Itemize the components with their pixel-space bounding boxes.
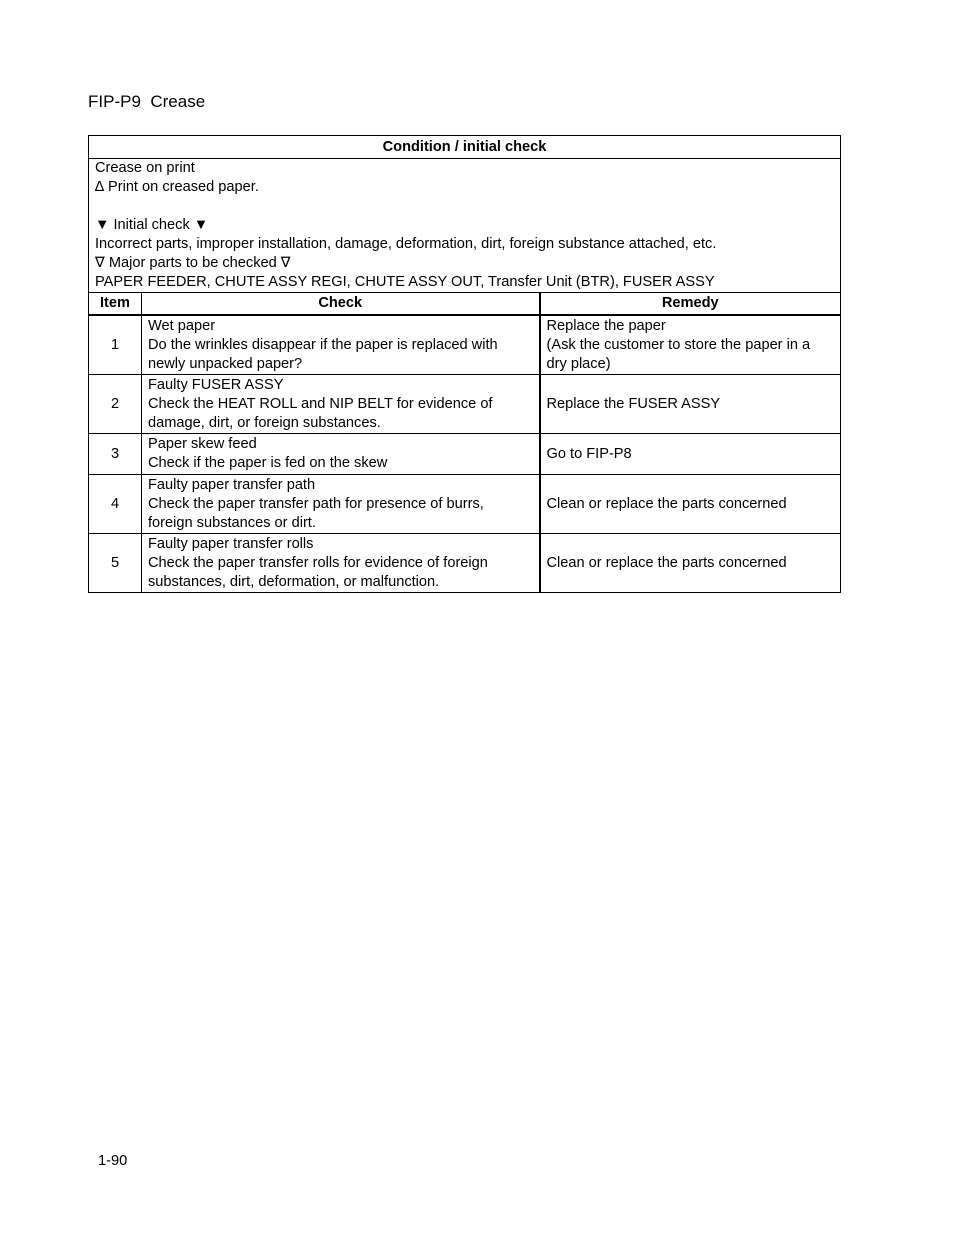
table-row (89, 475, 841, 534)
condition-line: PAPER FEEDER, CHUTE ASSY REGI, CHUTE ASSY OUT, Transfer Unit (BTR), FUSER ASSY (95, 274, 715, 290)
item-number: 2 (89, 375, 142, 434)
remedy-cell (540, 534, 841, 593)
table-row (89, 375, 841, 434)
remedy-line: Replace the FUSER ASSY (546, 395, 721, 412)
condition-body (89, 159, 841, 293)
table-row (89, 434, 841, 475)
remedy-cell (540, 475, 841, 534)
page-number: 1-90 (98, 1153, 128, 1169)
remedy-line: Replace the paper (546, 317, 666, 334)
column-header-remedy: Remedy (540, 293, 841, 316)
check-line: Faulty FUSER ASSY (148, 376, 284, 393)
column-headers (89, 293, 841, 316)
remedy-cell (540, 434, 841, 475)
condition-line: ∇ Major parts to be checked ∇ (95, 255, 291, 271)
check-cell (142, 315, 540, 375)
check-line: Do the wrinkles disappear if the paper is replaced with (148, 336, 498, 353)
remedy-cell (540, 375, 841, 434)
condition-line: Crease on print (95, 160, 195, 176)
check-line: newly unpacked paper? (148, 355, 303, 372)
check-line: Check the paper transfer rolls for evidence of foreign (148, 554, 488, 571)
item-number: 1 (89, 315, 142, 375)
item-number: 3 (89, 434, 142, 475)
page-title: FIP-P9 Crease (88, 92, 206, 111)
check-cell (142, 475, 540, 534)
check-line: Check the HEAT ROLL and NIP BELT for evidence of (148, 395, 493, 412)
check-cell (142, 434, 540, 475)
check-line: Check the paper transfer path for presence of burrs, (148, 495, 484, 512)
remedy-line: Go to FIP-P8 (546, 445, 632, 462)
check-line: Paper skew feed (148, 436, 257, 452)
condition-line: Incorrect parts, improper installation, damage, deformation, dirt, foreign substance attached, etc. (95, 236, 717, 252)
check-cell (142, 534, 540, 593)
column-header-item: Item (89, 293, 142, 316)
item-number: 4 (89, 475, 142, 534)
check-line: Check if the paper is fed on the skew (148, 455, 388, 471)
fip-table (88, 135, 841, 593)
remedy-cell (540, 315, 841, 375)
item-number: 5 (89, 534, 142, 593)
condition-header: Condition / initial check (89, 136, 841, 159)
check-line: Wet paper (148, 317, 216, 334)
remedy-line: Clean or replace the parts concerned (546, 495, 787, 512)
check-line: damage, dirt, or foreign substances. (148, 414, 381, 431)
table-row (89, 534, 841, 593)
column-header-check: Check (142, 293, 540, 316)
check-line: substances, dirt, deformation, or malfunction. (148, 573, 440, 590)
remedy-line: Clean or replace the parts concerned (546, 554, 787, 571)
table-row (89, 315, 841, 375)
check-line: foreign substances or dirt. (148, 514, 316, 531)
remedy-line: (Ask the customer to store the paper in a (546, 336, 811, 353)
check-line: Faulty paper transfer path (148, 476, 316, 493)
check-cell (142, 375, 540, 434)
check-line: Faulty paper transfer rolls (148, 535, 314, 552)
remedy-line: dry place) (546, 355, 611, 372)
condition-line (95, 197, 834, 216)
condition-line: ∆ Print on creased paper. (95, 179, 259, 195)
condition-line: ▼ Initial check ▼ (95, 217, 209, 233)
